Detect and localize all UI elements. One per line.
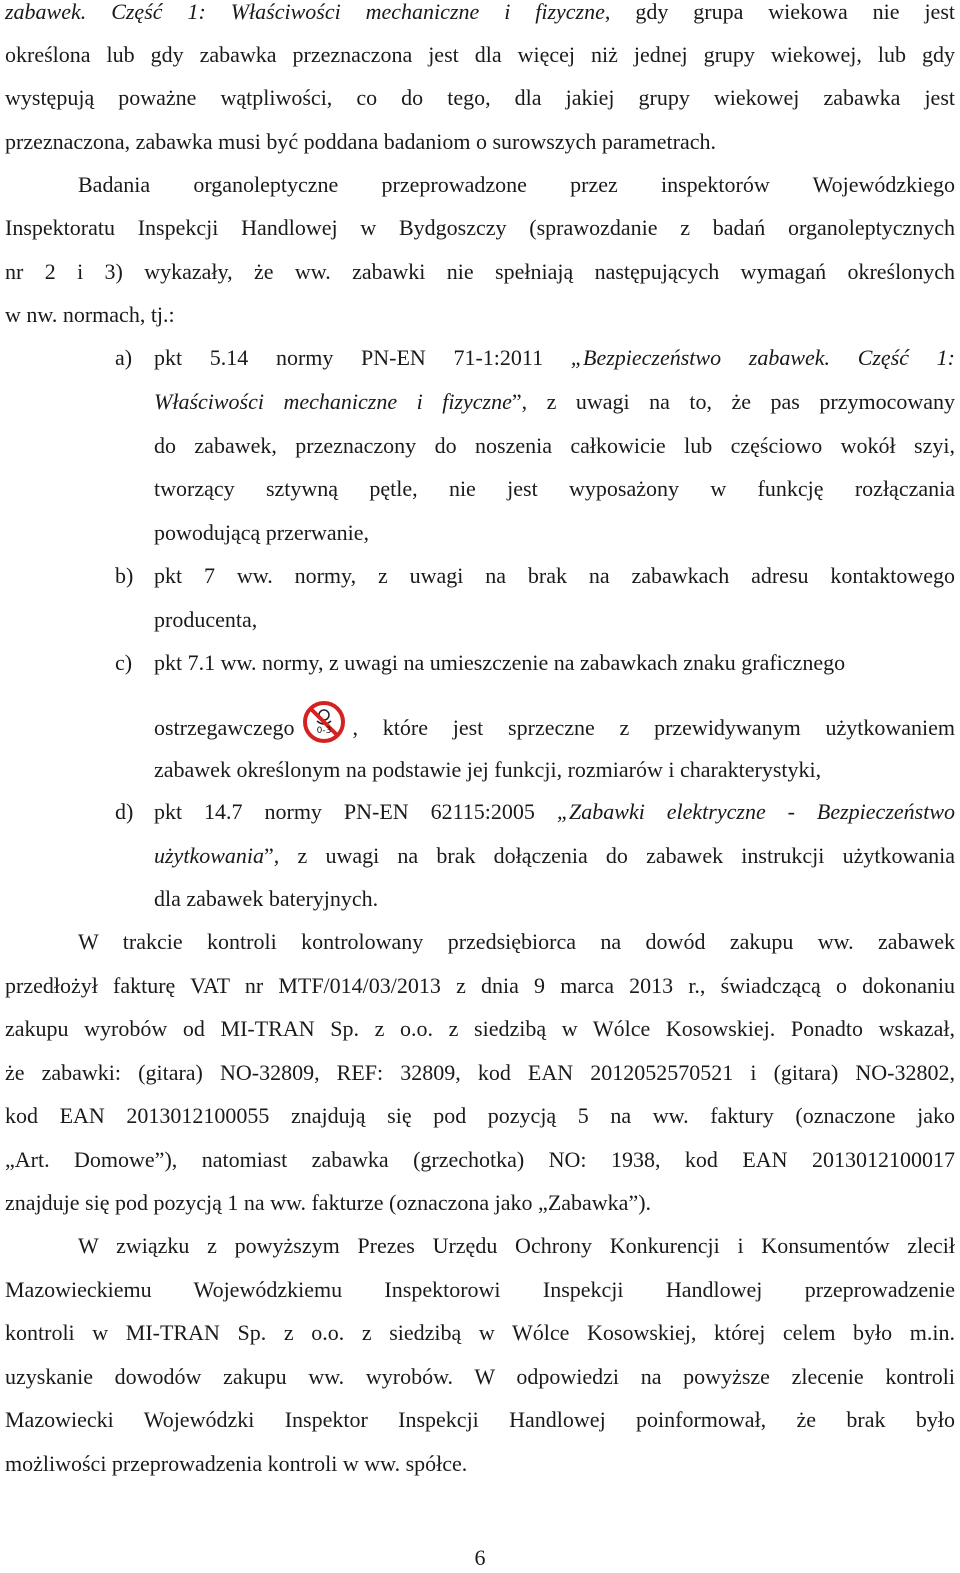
text-line-item: dla zabawek bateryjnych. xyxy=(154,886,379,911)
text-line-item xyxy=(154,841,955,871)
text-line-item: tworzący sztywną pętle, nie jest wyposażony w funkcję rozłączania xyxy=(154,476,955,501)
text-run: ”, z uwagi na brak dołączenia do zabawek instrukcji użytkowania xyxy=(264,843,955,868)
text-line-intro: Badania organoleptyczne przeprowadzone przez inspektorów Wojewódzkiego xyxy=(78,172,955,197)
italic-text: użytkowania xyxy=(154,843,264,868)
text-line-para2: że zabawki: (gitara) NO-32809, REF: 32809, kod EAN 2012052570521 i (gitara) NO-32802, xyxy=(5,1060,955,1085)
text-line-intro: Inspektoratu Inspekcji Handlowej w Bydgoszczy (sprawozdanie z badań organoleptycznych xyxy=(5,215,955,240)
text-line-item: producenta, xyxy=(154,607,258,632)
text-line-item: do zabawek, przeznaczony do noszenia całkowicie lub częściowo wokół szyi, xyxy=(154,433,955,458)
text-line-item xyxy=(154,797,955,827)
text-run: pkt 5.14 normy PN-EN 71-1:2011 xyxy=(154,345,571,370)
text-run: , które jest sprzeczne z przewidywanym użytkowaniem xyxy=(352,715,955,741)
text-line-item xyxy=(154,343,955,373)
svg-text:0-3: 0-3 xyxy=(317,726,332,736)
text-line-para2: znajduje się pod pozycją 1 na ww. fakturze (oznaczona jako „Zabawka”). xyxy=(5,1190,652,1215)
text-line-para3: W związku z powyższym Prezes Urzędu Ochrony Konkurencji i Konsumentów zlecił xyxy=(78,1233,955,1258)
italic-text: zabawek. Część 1: Właściwości mechaniczne i fizyczne xyxy=(5,0,605,24)
text-line-intro: w nw. normach, tj.: xyxy=(5,302,175,327)
age-warning-sign-icon xyxy=(302,700,346,744)
text-run: pkt 14.7 normy PN-EN 62115:2005 xyxy=(154,799,557,824)
text-line-intro: przeznaczona, zabawka musi być poddana badaniom o surowszych parametrach. xyxy=(5,129,717,154)
text-line-para2: zakupu wyrobów od MI-TRAN Sp. z o.o. z siedzibą w Wólce Kosowskiej. Ponadto wskazał, xyxy=(5,1016,955,1041)
page-number: 6 xyxy=(474,1545,486,1570)
text-line-para2: przedłożył fakturę VAT nr MTF/014/03/2013 z dnia 9 marca 2013 r., świadczącą o dokonaniu xyxy=(5,973,955,998)
list-marker: a) xyxy=(115,345,133,370)
text-run: , gdy grupa wiekowa nie jest xyxy=(604,0,955,24)
list-marker: b) xyxy=(115,563,134,588)
list-marker: c) xyxy=(115,650,133,675)
italic-text: „Bezpieczeństwo zabawek. Część 1: xyxy=(570,345,956,370)
text-line-para2: „Art. Domowe”), natomiast zabawka (grzechotka) NO: 1938, kod EAN 2013012100017 xyxy=(5,1147,955,1172)
text-run: ostrzegawczego xyxy=(154,715,295,741)
list-marker: d) xyxy=(115,799,134,824)
italic-text: „Zabawki elektryczne - Bezpieczeństwo xyxy=(556,799,955,824)
text-line-item xyxy=(154,708,955,752)
text-line-para3: uzyskanie dowodów zakupu ww. wyrobów. W odpowiedzi na powyższe zlecenie kontroli xyxy=(5,1364,955,1389)
text-line-intro: nr 2 i 3) wykazały, że ww. zabawki nie spełniają następujących wymagań określonych xyxy=(5,259,955,284)
text-line-item xyxy=(154,387,955,417)
text-line-para3: Mazowieckiemu Wojewódzkiemu Inspektorowi Inspekcji Handlowej przeprowadzenie xyxy=(5,1277,955,1302)
text-line-intro xyxy=(5,0,955,27)
text-line-para3: Mazowiecki Wojewódzki Inspektor Inspekcji Handlowej poinformował, że brak było xyxy=(5,1407,955,1432)
text-line-item: zabawek określonym na podstawie jej funkcji, rozmiarów i charakterystyki, xyxy=(154,757,822,782)
text-line-para3: kontroli w MI-TRAN Sp. z o.o. z siedzibą w Wólce Kosowskiej, której celem było m.in. xyxy=(5,1320,955,1345)
text-line-intro: występują poważne wątpliwości, co do tego, dla jakiej grupy wiekowej zabawka jest xyxy=(5,85,955,110)
text-line-para2: W trakcie kontroli kontrolowany przedsiębiorca na dowód zakupu ww. zabawek xyxy=(78,929,955,954)
text-line-para3: możliwości przeprowadzenia kontroli w ww. spółce. xyxy=(5,1451,468,1476)
text-line-item: powodującą przerwanie, xyxy=(154,520,370,545)
text-line-item: pkt 7 ww. normy, z uwagi na brak na zabawkach adresu kontaktowego xyxy=(154,563,955,588)
text-line-para2: kod EAN 2013012100055 znajdują się pod pozycją 5 na ww. faktury (oznaczone jako xyxy=(5,1103,955,1128)
text-run: ”, z uwagi na to, że pas przymocowany xyxy=(511,389,955,414)
text-line-intro: określona lub gdy zabawka przeznaczona jest dla więcej niż jednej grupy wiekowej, lub gdy xyxy=(5,42,955,67)
text-line-item: pkt 7.1 ww. normy, z uwagi na umieszczenie na zabawkach znaku graficznego xyxy=(154,650,846,675)
italic-text: Właściwości mechaniczne i fizyczne xyxy=(154,389,512,414)
